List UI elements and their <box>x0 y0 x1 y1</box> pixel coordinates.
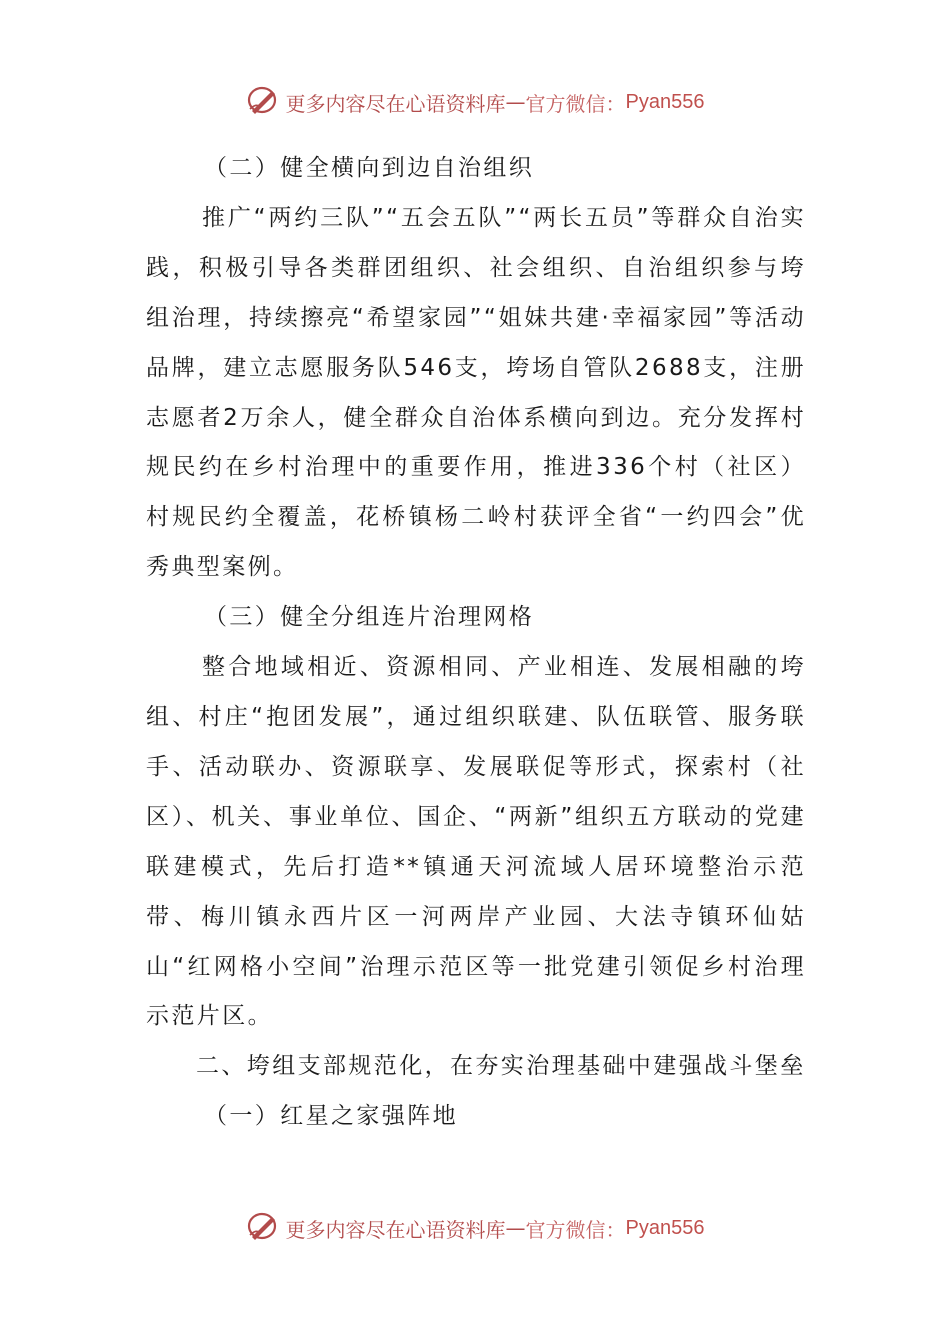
footer-watermark-banner <box>0 1208 950 1248</box>
banner-dash: — <box>505 1216 526 1240</box>
section-heading-1: （一）红星之家强阵地 <box>204 1103 458 1130</box>
banner-wechat-id: Pyan556 <box>625 90 705 113</box>
banner-wechat-id: Pyan556 <box>625 1216 705 1239</box>
chapter-heading-2: 二、垮组支部规范化，在夯实治理基础中建强战斗堡垒 <box>196 1053 806 1080</box>
banner-wechat-label: 官方微信： <box>525 91 626 116</box>
header-watermark-banner <box>0 82 950 122</box>
pen-logo-icon <box>246 85 280 120</box>
banner-main-text: 更多内容尽在心语资料库 <box>285 1217 506 1242</box>
body-paragraph-2: 整合地域相近、资源相同、产业相连、发展相融的垮组、村庄“抱团发展”，通过组织联建、队伍联管、服务联手、活动联办、资源联享、发展联促等形式，探索村（社区）、机关、事业单位、国企、“两新”组织五方联动的党建联建模式，先后打造**镇通天河流域人居环境整治示范带、梅川镇永西片区一河两岸产业园、大法寺镇环仙姑山“红网格小空间”治理示范区等一批党建引领促乡村治理示范片区。 <box>146 654 806 1030</box>
section-heading-3: （三）健全分组连片治理网格 <box>204 604 535 631</box>
section-heading-2: （二）健全横向到边自治组织 <box>204 155 535 181</box>
pen-logo-icon <box>246 1211 280 1246</box>
banner-wechat-label: 官方微信： <box>525 1217 626 1242</box>
document-body <box>146 144 806 1142</box>
banner-main-text: 更多内容尽在心语资料库 <box>285 91 506 116</box>
banner-dash: — <box>505 90 526 114</box>
body-paragraph-1: 推广“两约三队”“五会五队”“两长五员”等群众自治实践，积极引导各类群团组织、社会组织、自治组织参与垮组治理，持续擦亮“希望家园”“姐妹共建·幸福家园”等活动品牌，建立志愿服务队546支，垮场自管队2688支，注册志愿者2万余人，健全群众自治体系横向到边。充分发挥村规民约在乡村治理中的重要作用，推进336个村（社区）村规民约全覆盖，花桥镇杨二岭村获评全省“一约四会”优秀典型案例。 <box>146 204 806 581</box>
